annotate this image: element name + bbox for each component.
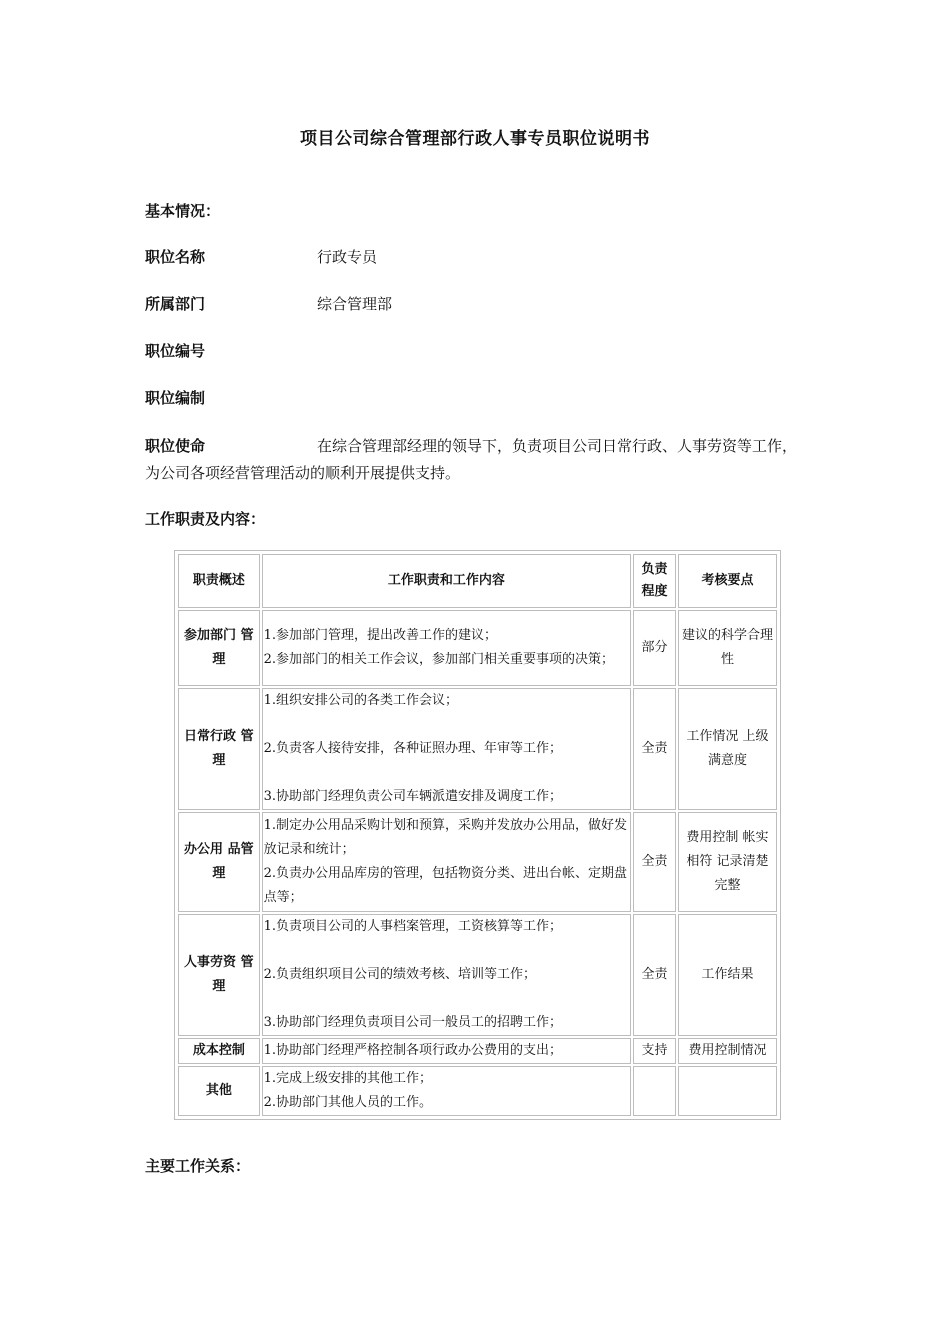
row-category: 成本控制 — [178, 1038, 260, 1064]
table-header-row — [178, 554, 777, 608]
field-value-position-name: 行政专员 — [317, 248, 378, 266]
table-row — [178, 1038, 777, 1064]
row-degree: 支持 — [633, 1038, 676, 1064]
mission-text: 在综合管理部经理的领导下，负责项目公司日常行政、人事劳资等工作，为公司各项经营管理活动的顺利开展提供支持。 — [145, 437, 798, 482]
duty-item: 3.协助部门经理负责项目公司一般员工的招聘工作； — [263, 1015, 563, 1030]
duty-item: 2.参加部门的相关工作会议，参加部门相关重要事项的决策； — [263, 652, 615, 667]
duties-table — [176, 552, 779, 1118]
duty-item: 1.制定办公用品采购计划和预算，采购并发放办公用品，做好发放记录和统计； — [263, 818, 628, 857]
field-label-position-number: 职位编号 — [145, 342, 206, 360]
duty-item: 2.负责办公用品库房的管理，包括物资分类、进出台帐、定期盘点等； — [263, 866, 628, 905]
row-degree: 全责 — [633, 812, 676, 912]
header-degree: 负责程度 — [633, 554, 676, 608]
row-degree — [633, 1066, 676, 1116]
mission-block — [145, 433, 807, 487]
table-row — [178, 812, 777, 912]
duties-heading: 工作职责及内容： — [145, 510, 266, 528]
row-content — [262, 610, 631, 686]
row-category: 办公用 品管理 — [178, 812, 260, 912]
duty-item: 3.协助部门经理负责公司车辆派遣安排及调度工作； — [263, 789, 563, 804]
row-content — [262, 688, 631, 810]
field-label-headcount: 职位编制 — [145, 389, 206, 407]
row-degree: 部分 — [633, 610, 676, 686]
row-assessment: 费用控制 帐实相符 记录清楚完整 — [678, 812, 777, 912]
basic-info-heading: 基本情况： — [145, 202, 221, 220]
table-row — [178, 688, 777, 810]
table-row — [178, 610, 777, 686]
document-title: 项目公司综合管理部行政人事专员职位说明书 — [300, 129, 650, 149]
duty-item: 2.负责组织项目公司的绩效考核、培训等工作； — [263, 967, 537, 982]
row-content — [262, 914, 631, 1036]
field-label-position-name: 职位名称 — [145, 248, 206, 266]
duty-item: 1.负责项目公司的人事档案管理，工资核算等工作； — [263, 919, 563, 934]
field-value-department: 综合管理部 — [317, 295, 393, 313]
mission-label: 职位使命 — [145, 437, 206, 455]
field-label-department: 所属部门 — [145, 295, 206, 313]
header-content: 工作职责和工作内容 — [262, 554, 631, 608]
duty-item: 2.负责客人接待安排，各种证照办理、年审等工作； — [263, 741, 563, 756]
duty-item: 2.协助部门其他人员的工作。 — [263, 1095, 433, 1110]
row-assessment: 建议的科学合理性 — [678, 610, 777, 686]
row-degree: 全责 — [633, 914, 676, 1036]
row-category: 人事劳资 管理 — [178, 914, 260, 1036]
table-row — [178, 914, 777, 1036]
row-category: 参加部门 管理 — [178, 610, 260, 686]
duties-table-frame — [174, 550, 781, 1120]
header-assessment: 考核要点 — [678, 554, 777, 608]
row-content — [262, 812, 631, 912]
row-category: 日常行政 管理 — [178, 688, 260, 810]
row-degree: 全责 — [633, 688, 676, 810]
row-assessment — [678, 1066, 777, 1116]
row-assessment: 工作情况 上级满意度 — [678, 688, 777, 810]
duty-item: 1.完成上级安排的其他工作； — [263, 1071, 433, 1086]
duty-item: 1.组织安排公司的各类工作会议； — [263, 693, 459, 708]
row-content — [262, 1038, 631, 1064]
row-category: 其他 — [178, 1066, 260, 1116]
duty-item: 1.协助部门经理严格控制各项行政办公费用的支出； — [263, 1043, 563, 1058]
header-category: 职责概述 — [178, 554, 260, 608]
relations-heading: 主要工作关系： — [145, 1157, 251, 1175]
row-assessment: 费用控制情况 — [678, 1038, 777, 1064]
row-assessment: 工作结果 — [678, 914, 777, 1036]
duty-item: 1.参加部门管理，提出改善工作的建议； — [263, 628, 498, 643]
table-row — [178, 1066, 777, 1116]
row-content — [262, 1066, 631, 1116]
